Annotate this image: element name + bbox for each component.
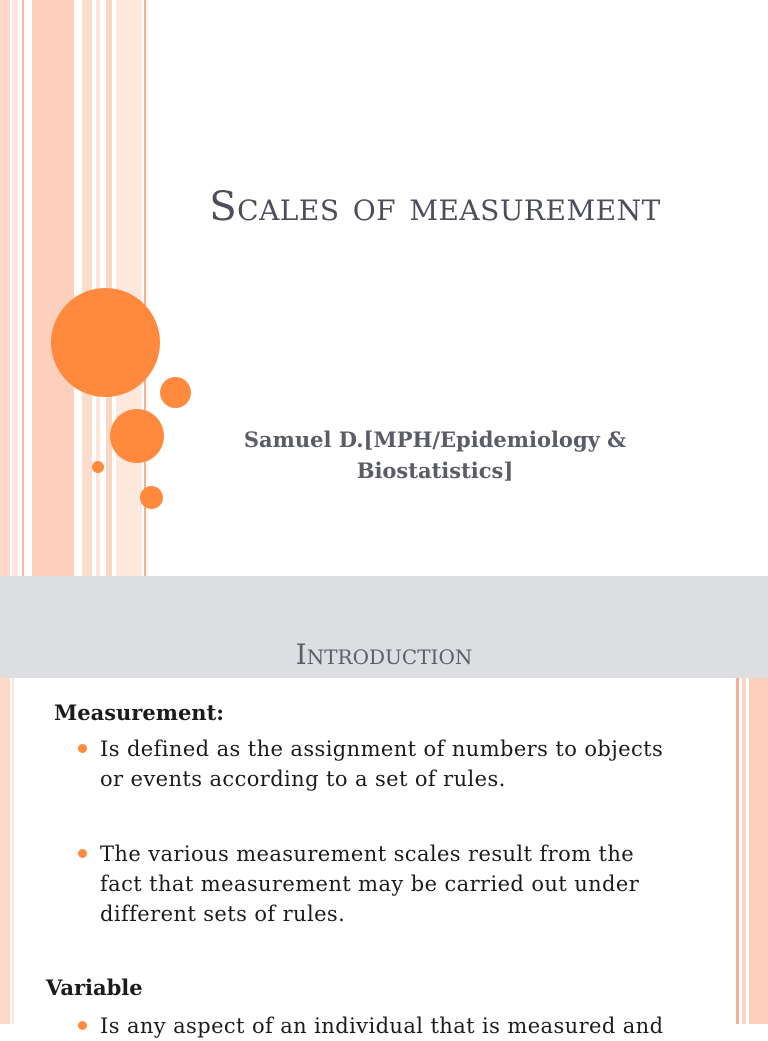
list-item: The various measurement scales result from the fact that measurement may be carried out under different sets of rules. (100, 842, 640, 926)
list-item: Is defined as the assignment of numbers to objects or events according to a set of rules. (100, 737, 664, 791)
list-item: Is any aspect of an individual that is measured and (100, 1014, 664, 1038)
slide-title: Scales of measurement (209, 184, 661, 230)
small-circle-decoration-2 (140, 486, 163, 509)
introduction-slide (0, 678, 768, 1038)
left-edge-stripe-2 (12, 678, 14, 1024)
subtitle-line-2: Biostatistics] (356, 458, 514, 483)
subtitle-line-1: Samuel D.[MPH/Epidemiology & (243, 427, 627, 452)
tiny-circle-decoration (92, 461, 104, 473)
decorative-stripes-right (736, 678, 768, 1024)
bullet-icon (78, 744, 87, 753)
medium-circle-decoration (110, 409, 164, 463)
left-edge-stripe (0, 678, 10, 1024)
measurement-heading: Measurement: (54, 700, 225, 725)
bullet-icon (78, 1021, 87, 1030)
decorative-stripes-left (0, 0, 150, 576)
variable-heading: Variable (46, 975, 143, 1000)
bullet-icon (78, 849, 87, 858)
slide-subtitle (200, 424, 670, 486)
small-circle-decoration (160, 377, 191, 408)
slide2-title: Introduction (295, 638, 473, 671)
large-circle-decoration (51, 288, 160, 397)
